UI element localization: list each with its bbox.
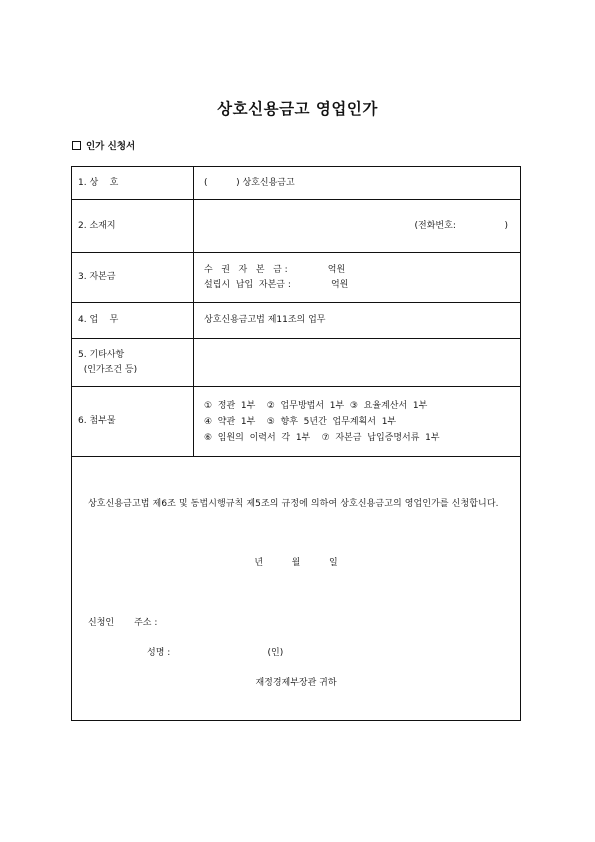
attachment-line-2: ④ 약관 1부 ⑤ 향후 5년간 업무계획서 1부	[204, 416, 397, 427]
row-capital	[72, 253, 520, 303]
value-business-text: 상호신용금고법 제11조의 업무	[204, 315, 326, 325]
attachment-line-1: ① 정관 1부 ② 업무방법서 1부 ③ 요율계산서 1부	[204, 400, 428, 411]
value-company-name[interactable]	[194, 167, 520, 199]
label-address	[72, 200, 194, 252]
phone-field: (전화번호: )	[414, 221, 508, 231]
date-line[interactable]: 년 월 일	[254, 558, 338, 568]
label-address-text: 2. 소재지	[78, 220, 116, 231]
label-capital	[72, 253, 194, 302]
applicant-name[interactable]: 성명 : (인)	[147, 648, 284, 658]
page-title: 상호신용금고 영업인가	[217, 100, 378, 118]
label-capital-text: 3. 자본금	[78, 272, 116, 282]
label-company-name	[72, 167, 194, 199]
applicant-address[interactable]: 신청인 주소 :	[88, 618, 158, 628]
value-business[interactable]	[194, 303, 520, 338]
section-label	[72, 138, 135, 152]
row-address	[72, 200, 520, 253]
label-business	[72, 303, 194, 338]
value-other[interactable]	[194, 339, 520, 386]
paid-in-capital: 설립시 납입 자본금 : 억원	[204, 279, 349, 290]
row-other	[72, 339, 520, 387]
value-company-name-text: ( ) 상호신용금고	[204, 177, 295, 188]
checkbox-icon[interactable]	[72, 141, 81, 150]
label-business-text: 4. 업 무	[78, 315, 119, 325]
label-other-line2: (인가조건 등)	[78, 364, 138, 375]
value-address[interactable]	[194, 200, 520, 252]
statement-text: 상호신용금고법 제6조 및 동법시행규칙 제5조의 규정에 의하여 상호신용금고의 영업인가를 신청합니다.	[88, 499, 499, 509]
label-attachments	[72, 387, 194, 456]
row-company-name	[72, 167, 520, 200]
label-other	[72, 339, 194, 386]
authorized-capital: 수 권 자 본 금 : 억원	[204, 264, 346, 275]
value-capital[interactable]	[194, 253, 520, 302]
row-attachments	[72, 387, 520, 457]
application-form	[71, 166, 521, 721]
addressee: 재정경제부장관 귀하	[255, 678, 337, 688]
value-attachments[interactable]	[194, 387, 520, 456]
row-business	[72, 303, 520, 339]
label-other-line1: 5. 기타사항	[78, 349, 125, 360]
section-label-text: 인가 신청서	[86, 141, 136, 152]
label-company-name-text: 1. 상 호	[78, 177, 119, 188]
label-attachments-text: 6. 첨부물	[78, 416, 116, 426]
attachment-line-3: ⑥ 임원의 이력서 각 1부 ⑦ 자본금 납입증명서류 1부	[204, 432, 440, 443]
